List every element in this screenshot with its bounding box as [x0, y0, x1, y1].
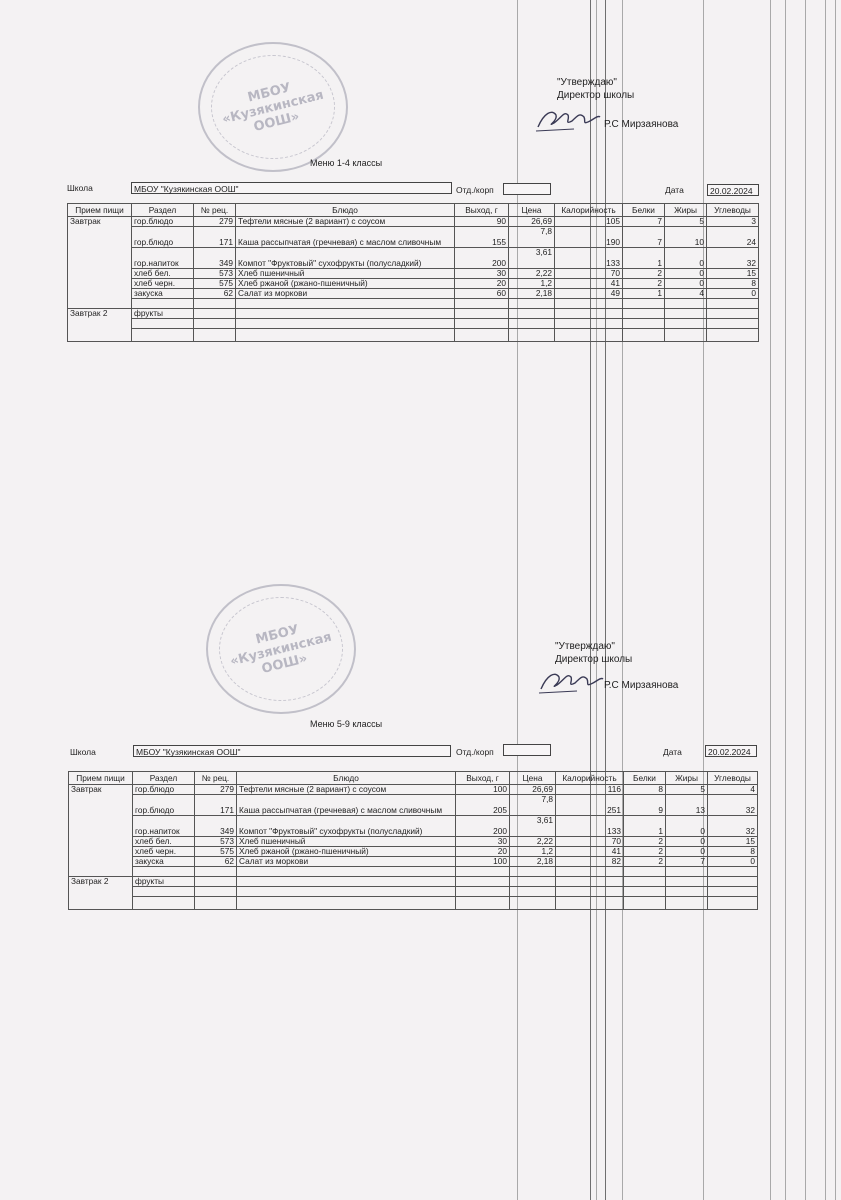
protein-cell: 2 [623, 269, 665, 279]
meal-cell-blank [69, 816, 133, 837]
dish-cell: Хлеб ржаной (ржано-пшеничный) [237, 847, 456, 857]
empty-cell [456, 867, 510, 877]
empty-cell [555, 329, 623, 342]
empty-cell [666, 897, 708, 910]
meal-cell: Завтрак [69, 785, 133, 795]
yield-cell: 200 [456, 816, 510, 837]
section-cell: гор.блюдо [133, 795, 195, 816]
price-cell: 3,61 [509, 248, 555, 269]
dept-field[interactable] [503, 744, 551, 756]
meal-cell-blank [68, 227, 132, 248]
price-cell: 2,18 [509, 289, 555, 299]
header-meal: Прием пищи [69, 772, 133, 785]
empty-cell [194, 319, 236, 329]
empty-cell [195, 897, 237, 910]
table-row-empty [69, 887, 758, 897]
price-cell: 2,22 [509, 269, 555, 279]
price-cell: 3,61 [510, 816, 556, 837]
recipe-cell: 62 [195, 857, 237, 867]
empty-cell [707, 329, 759, 342]
carbs-cell: 32 [707, 248, 759, 269]
scan-line [605, 0, 606, 1200]
header-fat: Жиры [666, 772, 708, 785]
empty-cell [665, 309, 707, 319]
dish-cell: Салат из моркови [236, 289, 455, 299]
meal-cell-blank [69, 847, 133, 857]
empty-cell [133, 897, 195, 910]
empty-cell [456, 887, 510, 897]
section-cell: хлеб черн. [133, 847, 195, 857]
empty-cell [707, 309, 759, 319]
empty-cell [509, 299, 555, 309]
table-row [68, 227, 759, 248]
menu-title: Меню 1-4 классы [310, 158, 383, 168]
empty-cell [133, 887, 195, 897]
empty-cell [455, 329, 509, 342]
empty-cell [708, 877, 758, 887]
header-calories: Калорийность [556, 772, 624, 785]
price-cell: 2,22 [510, 837, 556, 847]
table-row-empty [68, 329, 759, 342]
empty-cell [195, 877, 237, 887]
date-field[interactable]: 20.02.2024 [705, 745, 757, 757]
dept-label: Отд./корп [456, 185, 494, 195]
approval-block [555, 640, 632, 666]
table-row-empty [69, 897, 758, 910]
school-field[interactable]: МБОУ "Кузякинская ООШ" [131, 182, 452, 194]
scan-line [805, 0, 806, 1200]
fat-cell: 4 [665, 289, 707, 299]
meal-cell-blank [69, 795, 133, 816]
meal-cell-blank [68, 329, 132, 342]
scan-line [622, 0, 623, 1200]
table-row-empty [68, 319, 759, 329]
stamp-text: МБОУ «Кузякинская ООШ» [228, 621, 334, 677]
section-cell: фрукты [132, 309, 194, 319]
price-cell: 26,69 [510, 785, 556, 795]
table-row [69, 877, 758, 887]
meal-cell-blank [68, 248, 132, 269]
empty-cell [708, 897, 758, 910]
price-cell: 7,8 [510, 795, 556, 816]
protein-cell: 2 [624, 857, 666, 867]
header-section: Раздел [133, 772, 195, 785]
scan-line [703, 0, 704, 1200]
fat-cell: 7 [666, 857, 708, 867]
protein-cell: 7 [623, 227, 665, 248]
carbs-cell: 15 [708, 837, 758, 847]
table-row [68, 269, 759, 279]
carbs-cell: 24 [707, 227, 759, 248]
fat-cell: 0 [665, 269, 707, 279]
empty-cell [666, 877, 708, 887]
empty-cell [623, 329, 665, 342]
section-cell: гор.напиток [133, 816, 195, 837]
header-dish: Блюдо [237, 772, 456, 785]
empty-cell [510, 887, 556, 897]
protein-cell: 2 [623, 279, 665, 289]
school-stamp [198, 42, 348, 172]
fat-cell: 0 [666, 816, 708, 837]
empty-cell [556, 877, 624, 887]
table-row [69, 857, 758, 867]
empty-cell [624, 887, 666, 897]
meal-cell: Завтрак [68, 217, 132, 227]
header-protein: Белки [624, 772, 666, 785]
date-label: Дата [663, 747, 682, 757]
empty-cell [236, 329, 455, 342]
school-stamp [206, 584, 356, 714]
yield-cell: 30 [455, 269, 509, 279]
meal-cell-blank [68, 319, 132, 329]
fat-cell: 0 [665, 279, 707, 289]
meal-cell-blank [68, 279, 132, 289]
menu-title: Меню 5-9 классы [310, 719, 383, 729]
carbs-cell: 3 [707, 217, 759, 227]
meal-cell-blank [68, 269, 132, 279]
empty-cell [455, 309, 509, 319]
empty-cell [708, 867, 758, 877]
empty-cell [132, 329, 194, 342]
section-cell: гор.блюдо [132, 227, 194, 248]
date-label: Дата [665, 185, 684, 195]
calories-cell: 49 [555, 289, 623, 299]
table-row [68, 248, 759, 269]
empty-cell [556, 867, 624, 877]
dish-cell: Хлеб пшеничный [237, 837, 456, 847]
calories-cell: 41 [556, 847, 624, 857]
table-row-empty [69, 867, 758, 877]
header-meal: Прием пищи [68, 204, 132, 217]
header-price: Цена [510, 772, 556, 785]
section-cell: закуска [133, 857, 195, 867]
date-field[interactable]: 20.02.2024 [707, 184, 759, 196]
dish-cell: Тефтели мясные (2 вариант) с соусом [237, 785, 456, 795]
section-cell: закуска [132, 289, 194, 299]
school-field[interactable]: МБОУ "Кузякинская ООШ" [133, 745, 451, 757]
dish-cell: Хлеб пшеничный [236, 269, 455, 279]
dish-cell: Каша рассыпчатая (гречневая) с маслом сливочным [236, 227, 455, 248]
empty-cell [237, 877, 456, 887]
table-row [69, 816, 758, 837]
protein-cell: 2 [624, 837, 666, 847]
table-row [69, 785, 758, 795]
meal-cell-blank [69, 897, 133, 910]
scan-line [785, 0, 786, 1200]
approval-line-1: "Утверждаю" [557, 77, 617, 88]
yield-cell: 20 [455, 279, 509, 289]
yield-cell: 90 [455, 217, 509, 227]
fat-cell: 5 [666, 785, 708, 795]
empty-cell [236, 319, 455, 329]
header-recipe-no: № рец. [194, 204, 236, 217]
calories-cell: 133 [555, 248, 623, 269]
header-yield: Выход, г [455, 204, 509, 217]
carbs-cell: 32 [708, 795, 758, 816]
dish-cell: Компот "Фруктовый" сухофрукты (полусладкий) [236, 248, 455, 269]
menu-table [68, 771, 758, 910]
empty-cell [510, 897, 556, 910]
scan-line [596, 0, 597, 1200]
fat-cell: 0 [666, 847, 708, 857]
dish-cell: Салат из моркови [237, 857, 456, 867]
protein-cell: 1 [623, 248, 665, 269]
table-row [69, 837, 758, 847]
price-cell: 7,8 [509, 227, 555, 248]
price-cell: 2,18 [510, 857, 556, 867]
recipe-cell: 573 [194, 269, 236, 279]
protein-cell: 8 [624, 785, 666, 795]
empty-cell [236, 299, 455, 309]
header-carbs: Углеводы [708, 772, 758, 785]
dish-cell: Хлеб ржаной (ржано-пшеничный) [236, 279, 455, 289]
header-carbs: Углеводы [707, 204, 759, 217]
empty-cell [195, 867, 237, 877]
recipe-cell: 279 [195, 785, 237, 795]
empty-cell [666, 867, 708, 877]
scan-line [835, 0, 836, 1200]
recipe-cell: 171 [194, 227, 236, 248]
recipe-cell: 575 [194, 279, 236, 289]
header-fat: Жиры [665, 204, 707, 217]
protein-cell: 2 [624, 847, 666, 857]
school-label: Школа [67, 183, 93, 193]
table-row [69, 795, 758, 816]
empty-cell [237, 867, 456, 877]
section-cell: хлеб черн. [132, 279, 194, 289]
recipe-cell: 279 [194, 217, 236, 227]
calories-cell: 70 [556, 837, 624, 847]
table-row [68, 289, 759, 299]
header-price: Цена [509, 204, 555, 217]
empty-cell [707, 319, 759, 329]
empty-cell [455, 299, 509, 309]
dish-cell: Компот "Фруктовый" сухофрукты (полусладкий) [237, 816, 456, 837]
calories-cell: 133 [556, 816, 624, 837]
director-name: Р.С Мирзаянова [604, 680, 679, 691]
recipe-cell: 62 [194, 289, 236, 299]
approval-block [557, 76, 634, 102]
meal-cell: Завтрак 2 [69, 877, 133, 887]
yield-cell: 100 [456, 785, 510, 795]
empty-cell [624, 897, 666, 910]
table-header-row [69, 772, 758, 785]
table-row [68, 279, 759, 289]
yield-cell: 200 [455, 248, 509, 269]
scan-line [770, 0, 771, 1200]
section-cell: фрукты [133, 877, 195, 887]
empty-cell [624, 867, 666, 877]
scan-line [517, 0, 518, 1200]
yield-cell: 60 [455, 289, 509, 299]
yield-cell: 205 [456, 795, 510, 816]
fat-cell: 10 [665, 227, 707, 248]
header-recipe-no: № рец. [195, 772, 237, 785]
recipe-cell: 573 [195, 837, 237, 847]
empty-cell [708, 887, 758, 897]
section-cell: хлеб бел. [133, 837, 195, 847]
carbs-cell: 32 [708, 816, 758, 837]
carbs-cell: 4 [708, 785, 758, 795]
price-cell: 26,69 [509, 217, 555, 227]
section-cell: гор.блюдо [132, 217, 194, 227]
approval-line-1: "Утверждаю" [555, 641, 615, 652]
empty-cell [195, 887, 237, 897]
protein-cell: 9 [624, 795, 666, 816]
meal-cell-blank [68, 289, 132, 299]
meal-cell-blank [69, 867, 133, 877]
empty-cell [665, 299, 707, 309]
menu-table [67, 203, 759, 342]
recipe-cell: 349 [194, 248, 236, 269]
section-cell: хлеб бел. [132, 269, 194, 279]
empty-cell [623, 299, 665, 309]
empty-cell [236, 309, 455, 319]
header-calories: Калорийность [555, 204, 623, 217]
empty-cell [456, 877, 510, 887]
school-label: Школа [70, 747, 96, 757]
empty-cell [132, 299, 194, 309]
empty-cell [132, 319, 194, 329]
scan-line [825, 0, 826, 1200]
empty-cell [510, 867, 556, 877]
calories-cell: 41 [555, 279, 623, 289]
protein-cell: 7 [623, 217, 665, 227]
empty-cell [556, 897, 624, 910]
empty-cell [237, 887, 456, 897]
signature [537, 667, 607, 697]
protein-cell: 1 [623, 289, 665, 299]
carbs-cell: 8 [707, 279, 759, 289]
meal-cell-blank [69, 857, 133, 867]
empty-cell [509, 329, 555, 342]
carbs-cell: 15 [707, 269, 759, 279]
header-yield: Выход, г [456, 772, 510, 785]
empty-cell [194, 299, 236, 309]
meal-cell-blank [68, 299, 132, 309]
fat-cell: 13 [666, 795, 708, 816]
empty-cell [624, 877, 666, 887]
section-cell: гор.блюдо [133, 785, 195, 795]
empty-cell [555, 319, 623, 329]
empty-cell [510, 877, 556, 887]
yield-cell: 100 [456, 857, 510, 867]
dept-field[interactable] [503, 183, 551, 195]
empty-cell [194, 329, 236, 342]
calories-cell: 82 [556, 857, 624, 867]
meal-cell-blank [69, 887, 133, 897]
empty-cell [555, 299, 623, 309]
empty-cell [707, 299, 759, 309]
empty-cell [555, 309, 623, 319]
header-protein: Белки [623, 204, 665, 217]
meal-cell-blank [69, 837, 133, 847]
empty-cell [509, 319, 555, 329]
empty-cell [194, 309, 236, 319]
yield-cell: 155 [455, 227, 509, 248]
recipe-cell: 575 [195, 847, 237, 857]
meal-cell: Завтрак 2 [68, 309, 132, 319]
table-row [68, 217, 759, 227]
stamp-text: МБОУ «Кузякинская ООШ» [220, 79, 326, 135]
empty-cell [237, 897, 456, 910]
carbs-cell: 0 [708, 857, 758, 867]
recipe-cell: 171 [195, 795, 237, 816]
header-section: Раздел [132, 204, 194, 217]
empty-cell [623, 319, 665, 329]
empty-cell [556, 887, 624, 897]
calories-cell: 116 [556, 785, 624, 795]
fat-cell: 0 [666, 837, 708, 847]
empty-cell [456, 897, 510, 910]
empty-cell [455, 319, 509, 329]
empty-cell [509, 309, 555, 319]
yield-cell: 30 [456, 837, 510, 847]
table-row [69, 847, 758, 857]
protein-cell: 1 [624, 816, 666, 837]
approval-line-2: Директор школы [555, 654, 633, 665]
scan-line [590, 0, 591, 1200]
table-row-empty [68, 299, 759, 309]
fat-cell: 0 [665, 248, 707, 269]
empty-cell [623, 309, 665, 319]
calories-cell: 105 [555, 217, 623, 227]
carbs-cell: 0 [707, 289, 759, 299]
table-row [68, 309, 759, 319]
empty-cell [665, 329, 707, 342]
calories-cell: 70 [555, 269, 623, 279]
fat-cell: 5 [665, 217, 707, 227]
empty-cell [133, 867, 195, 877]
price-cell: 1,2 [509, 279, 555, 289]
section-cell: гор.напиток [132, 248, 194, 269]
yield-cell: 20 [456, 847, 510, 857]
dish-cell: Тефтели мясные (2 вариант) с соусом [236, 217, 455, 227]
dish-cell: Каша рассыпчатая (гречневая) с маслом сливочным [237, 795, 456, 816]
empty-cell [666, 887, 708, 897]
signature [534, 105, 604, 135]
price-cell: 1,2 [510, 847, 556, 857]
calories-cell: 251 [556, 795, 624, 816]
dept-label: Отд./корп [456, 747, 494, 757]
table-header-row [68, 204, 759, 217]
director-name: Р.С Мирзаянова [604, 119, 679, 130]
approval-line-2: Директор школы [557, 90, 635, 101]
carbs-cell: 8 [708, 847, 758, 857]
calories-cell: 190 [555, 227, 623, 248]
empty-cell [665, 319, 707, 329]
recipe-cell: 349 [195, 816, 237, 837]
header-dish: Блюдо [236, 204, 455, 217]
